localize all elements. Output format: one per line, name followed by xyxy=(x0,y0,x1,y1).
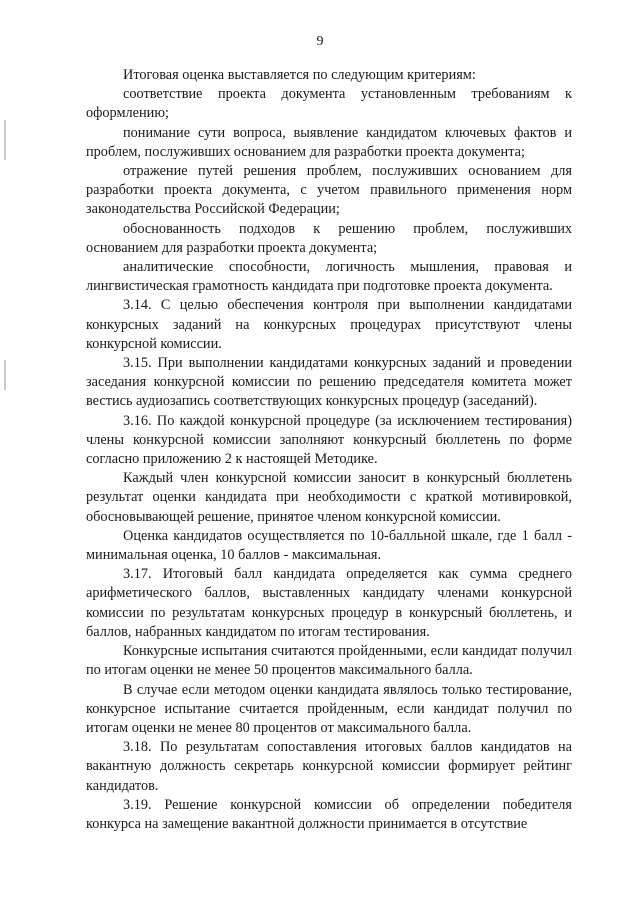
paragraph: 3.19. Решение конкурсной комиссии об определении победителя конкурса на замещение вакантной должности принимается в отсутствие xyxy=(86,796,572,832)
paragraph: Каждый член конкурсной комиссии заносит в конкурсный бюллетень результат оценки кандидата при необходимости с краткой мотивировкой, обосновывающей решение, принятое членом конкурсной комиссии. xyxy=(86,470,572,525)
page-number: 9 xyxy=(316,34,324,49)
paragraph: 3.18. По результатам сопоставления итоговых баллов кандидатов на вакантную должность секретарь конкурсной комиссии формирует рейтинг кандидатов. xyxy=(86,739,572,794)
paragraph: 3.15. При выполнении кандидатами конкурсных заданий и проведении заседания конкурсной комиссии по решению председателя комитета может вестись аудиозапись соответствующих конкурсных процедур (заседаний). xyxy=(86,355,572,410)
paragraph: 3.14. С целью обеспечения контроля при выполнении кандидатами конкурсных заданий на конкурсных процедурах присутствуют члены конкурсной комиссии. xyxy=(86,297,572,352)
paragraph: отражение путей решения проблем, послуживших основанием для разработки проекта документа, с учетом правильного применения норм законодательства Российской Федерации; xyxy=(86,163,572,218)
scan-edge-mark xyxy=(4,360,6,390)
paragraph: Оценка кандидатов осуществляется по 10-балльной шкале, где 1 балл - минимальная оценка, 10 баллов - максимальная. xyxy=(86,527,572,564)
paragraph: 3.16. По каждой конкурсной процедуре (за исключением тестирования) члены конкурсной комиссии заполняют конкурсный бюллетень по форме согласно приложению 2 к настоящей Методике. xyxy=(86,412,572,468)
paragraph: 3.17. Итоговый балл кандидата определяется как сумма среднего арифметического баллов, выставленных кандидату членами конкурсной комиссии по результатам конкурсных процедур в конкурсный бюллетень, и баллов, набранных кандидатом по итогам тестирования. xyxy=(86,566,572,640)
paragraph: Итоговая оценка выставляется по следующим критериям: xyxy=(123,67,476,83)
document-body xyxy=(86,66,572,834)
scan-edge-mark xyxy=(4,120,6,160)
paragraph: Конкурсные испытания считаются пройденными, если кандидат получил по итогам оценки не менее 50 процентов максимального балла. xyxy=(86,643,572,679)
paragraph: обоснованность подходов к решению проблем, послуживших основанием для разработки проекта документа; xyxy=(86,220,572,256)
paragraph: понимание сути вопроса, выявление кандидатом ключевых фактов и проблем, послуживших основанием для разработки проекта документа; xyxy=(86,124,572,160)
paragraph: В случае если методом оценки кандидата являлось только тестирование, конкурсное испытание считается пройденным, если кандидат получил по итогам оценки не менее 80 процентов от максимального балла. xyxy=(86,681,572,736)
paragraph: аналитические способности, логичность мышления, правовая и лингвистическая грамотность кандидата при подготовке проекта документа. xyxy=(86,259,572,295)
paragraph: соответствие проекта документа установленным требованиям к оформлению; xyxy=(86,86,572,122)
